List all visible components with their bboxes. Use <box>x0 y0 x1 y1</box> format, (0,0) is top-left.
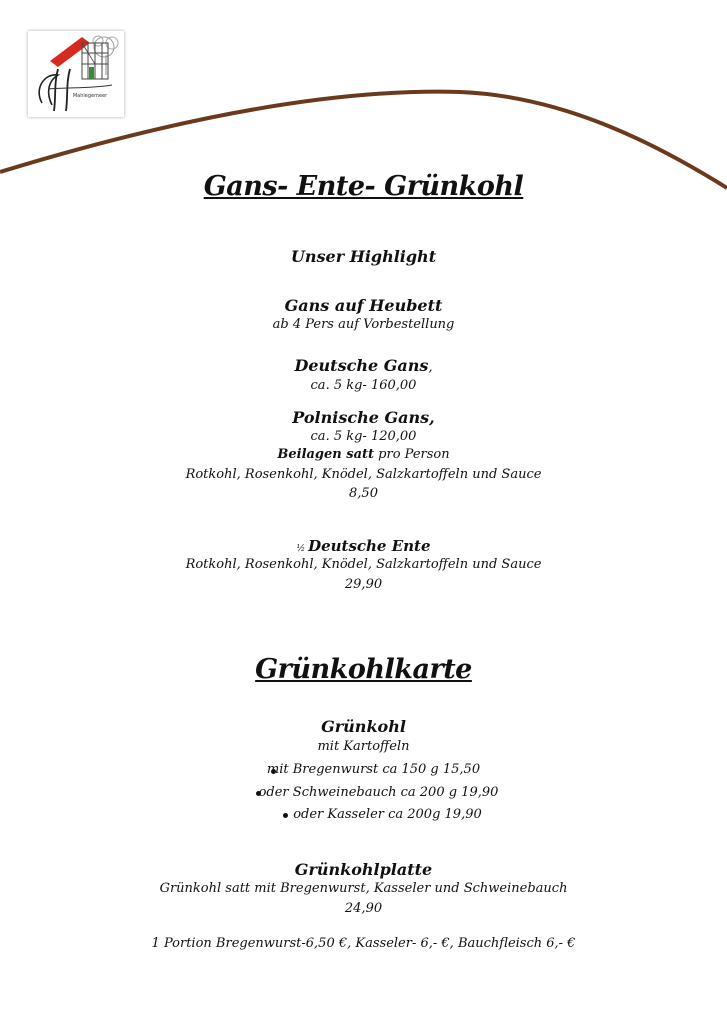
kale-dish-title: Grünkohl <box>321 717 406 736</box>
hay-goose-note: ab 4 Pers auf Vorbestellung <box>272 317 455 332</box>
duck-heading <box>0 536 727 555</box>
extras-line: 1 Portion Bregenwurst-6,50 €, Kasseler- 6,- €, Bauchfleisch 6,- € <box>151 936 576 951</box>
sides-rest: pro Person <box>374 447 450 462</box>
highlight-heading: Unser Highlight <box>290 247 437 266</box>
german-goose-heading <box>0 356 727 375</box>
german-goose-comma: , <box>428 360 433 375</box>
duck-items: Rotkohl, Rosenkohl, Knödel, Salzkartoffeln und Sauce <box>185 557 542 572</box>
sides-items: Rotkohl, Rosenkohl, Knödel, Salzkartoffeln und Sauce <box>185 467 542 482</box>
duck-title: Deutsche Ente <box>308 537 431 555</box>
hay-goose-title: Gans auf Heubett <box>284 296 443 315</box>
list-item: mit Bregenwurst ca 150 g 15,50 <box>266 762 481 777</box>
platter-title: Grünkohlplatte <box>294 860 433 879</box>
polish-goose-price: ca. 5 kg- 120,00 <box>310 429 417 444</box>
duck-prefix: ½ <box>296 544 309 554</box>
sides-bold: Beilagen satt <box>277 447 375 462</box>
list-item: oder Schweinebauch ca 200 g 19,90 <box>258 785 499 800</box>
polish-goose-title: Polnische Gans, <box>292 408 435 427</box>
kale-dish-sub: mit Kartoffeln <box>317 739 410 754</box>
kale-section-title: Grünkohlkarte <box>255 654 472 685</box>
platter-price: 24,90 <box>344 901 383 916</box>
list-item: oder Kasseler ca 200g 19,90 <box>293 807 482 822</box>
sides-heading <box>0 447 727 462</box>
german-goose-price: ca. 5 kg- 160,00 <box>310 378 417 393</box>
goose-section-title: Gans- Ente- Grünkohl <box>203 171 524 202</box>
platter-desc: Grünkohl satt mit Bregenwurst, Kasseler und Schweinebauch <box>159 881 568 896</box>
duck-price: 29,90 <box>344 577 383 592</box>
logo-caption: Mahlegemeer <box>72 93 108 99</box>
german-goose-title: Deutsche Gans <box>294 356 429 375</box>
sides-price: 8,50 <box>349 486 378 501</box>
